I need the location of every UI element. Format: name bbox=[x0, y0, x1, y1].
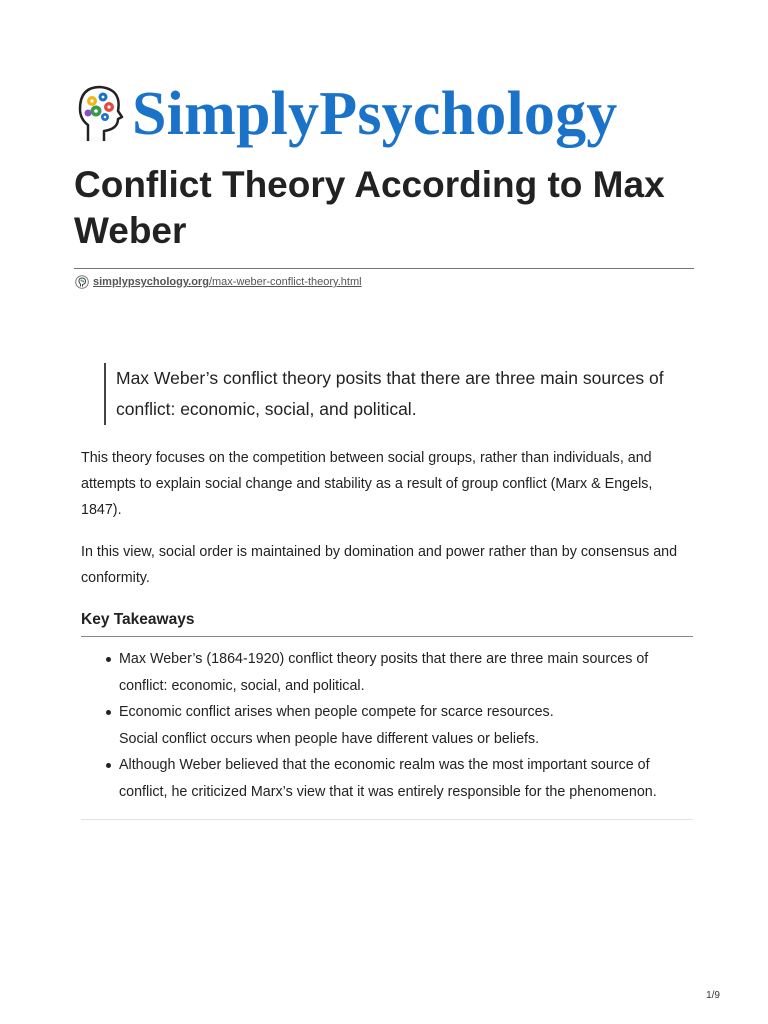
logo-text-psychology: Psychology bbox=[319, 80, 618, 148]
list-item-text: Economic conflict arises when people compete for scarce resources. bbox=[119, 704, 554, 720]
list-item bbox=[81, 752, 693, 805]
section-divider bbox=[81, 819, 693, 820]
list-item-text: Social conflict occurs when people have different values or beliefs. bbox=[119, 730, 540, 747]
site-logo[interactable] bbox=[74, 74, 696, 154]
title-divider bbox=[74, 268, 694, 269]
key-takeaways-divider bbox=[81, 636, 693, 637]
source-link[interactable] bbox=[75, 274, 362, 290]
list-item-text: Max Weber’s (1864-1920) conflict theory posits that there are three main sources of conflict: economic, social, and political. bbox=[119, 651, 649, 694]
bullet-icon bbox=[106, 710, 111, 715]
list-item bbox=[81, 646, 693, 699]
body-paragraph: In this view, social order is maintained by domination and power rather than by consensus and conformity. bbox=[81, 544, 678, 586]
page-number: 1/9 bbox=[706, 990, 720, 1001]
list-item bbox=[81, 699, 693, 752]
source-path[interactable]: /max-weber-conflict-theory.html bbox=[208, 276, 362, 288]
logo-text-simply: Simply bbox=[132, 80, 320, 148]
source-domain[interactable]: simplypsychology.org bbox=[93, 276, 209, 288]
bullet-icon bbox=[106, 763, 111, 768]
key-takeaways-heading: Key Takeaways bbox=[81, 611, 195, 628]
head-with-gears-icon bbox=[74, 83, 126, 145]
body-paragraph: This theory focuses on the competition between social groups, rather than individuals, and attempts to explain social change and stability as a result of group conflict (Marx & Engels, 1847). bbox=[81, 450, 653, 518]
key-takeaways-list bbox=[81, 646, 693, 805]
logo-wordmark bbox=[132, 80, 618, 148]
simplypsychology-favicon-icon bbox=[75, 275, 89, 289]
bullet-icon bbox=[106, 657, 111, 662]
pull-quote: Max Weber’s conflict theory posits that there are three main sources of conflict: economic, social, and political. bbox=[104, 363, 706, 425]
page-title: Conflict Theory According to Max Weber bbox=[74, 164, 665, 251]
list-item-text: Although Weber believed that the economic realm was the most important source of conflict, he criticized Marx’s view that it was entirely responsible for the phenomenon. bbox=[119, 757, 657, 800]
